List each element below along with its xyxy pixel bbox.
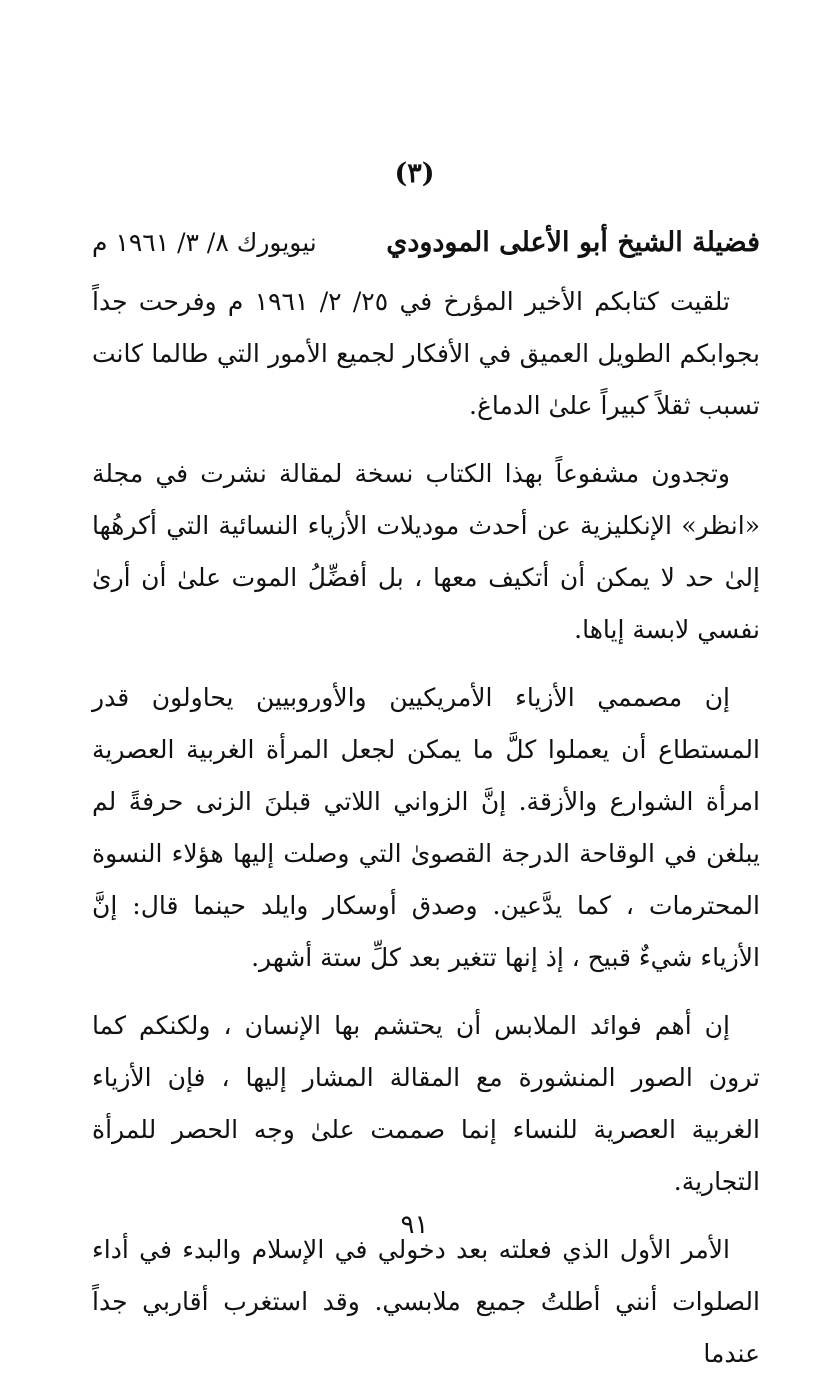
place-date: نيويورك ٨/ ٣/ ١٩٦١ م	[92, 227, 317, 257]
paragraph-3: إن مصممي الأزياء الأمريكيين والأوروبيين يحاولون قدر المستطاع أن يعملوا كلَّ ما يمكن لجعل المرأة الغربية العصرية امرأة الشوارع والأزقة. إنَّ الزواني اللاتي قبلنَ الزنى حرفةً لم يبلغن في الوقاحة الدرجة القصوىٰ التي وصلت إليها هؤلاء النسوة المحترمات ، كما يدَّعين. وصدق أوسكار وايلد حينما قال: إنَّ الأزياء شيءٌ قبيح ، إذ إنها تتغير بعد كلِّ ستة أشهر.	[92, 683, 760, 972]
paragraph-5: الأمر الأول الذي فعلته بعد دخولي في الإسلام والبدء في أداء الصلوات أنني أطلتُ جميع ملابسي. وقد استغرب أقاربي جداً عندما	[92, 1235, 760, 1368]
page-number: ٩١	[400, 1210, 429, 1240]
paragraph-1: تلقيت كتابكم الأخير المؤرخ في ٢٥/ ٢/ ١٩٦١ م وفرحت جداً بجوابكم الطويل العميق في الأفكار لجميع الأمور التي طالما كانت تسبب ثقلاً كبيراً علىٰ الدماغ.	[92, 287, 760, 420]
letter-heading	[92, 218, 760, 266]
recipient-name: فضيلة الشيخ أبو الأعلى المودودي	[386, 226, 760, 258]
letter-number: (٣)	[394, 158, 435, 189]
paragraph-4: إن أهم فوائد الملابس أن يحتشم بها الإنسان ، ولكنكم كما ترون الصور المنشورة مع المقالة المشار إليها ، فإن الأزياء الغربية العصرية للنساء إنما صممت علىٰ وجه الحصر للمرأة التجارية.	[92, 1011, 760, 1196]
paragraph-2: وتجدون مشفوعاً بهذا الكتاب نسخة لمقالة نشرت في مجلة «انظر» الإنكليزية عن أحدث موديلات الأزياء النسائية التي أكرهُها إلىٰ حد لا يمكن أن أتكيف معها ، بل أفضِّلُ الموت علىٰ أن أرىٰ نفسي لابسة إياها.	[92, 459, 760, 644]
